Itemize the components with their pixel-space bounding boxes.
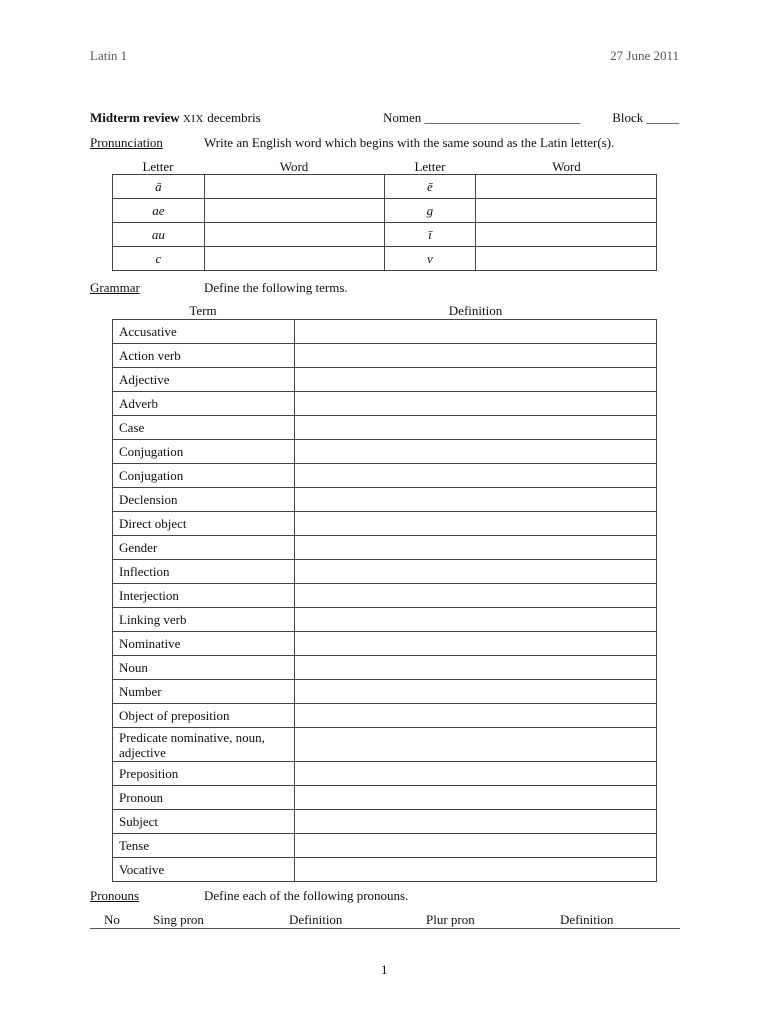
letter-cell: ā xyxy=(113,175,205,199)
letter-cell: ae xyxy=(113,199,205,223)
pronouns-col-definition-2: Definition xyxy=(560,912,614,927)
pronouns-header-rule xyxy=(90,928,680,929)
grammar-term: Direct object xyxy=(113,512,295,536)
definition-answer-cell[interactable] xyxy=(294,680,656,704)
block-field[interactable]: Block _____ xyxy=(612,110,679,125)
title-bold: Midterm review xyxy=(90,110,180,125)
letter-cell: g xyxy=(384,199,476,223)
grammar-row xyxy=(113,656,657,680)
pronouns-col-sing: Sing pron xyxy=(153,912,204,927)
grammar-term: Tense xyxy=(113,834,295,858)
pronouns-col-plur: Plur pron xyxy=(426,912,475,927)
grammar-row xyxy=(113,834,657,858)
definition-answer-cell[interactable] xyxy=(294,704,656,728)
grammar-row xyxy=(113,536,657,560)
word-answer-cell[interactable] xyxy=(476,199,657,223)
grammar-row xyxy=(113,762,657,786)
definition-answer-cell[interactable] xyxy=(294,858,656,882)
grammar-row xyxy=(113,680,657,704)
pronunciation-instruction: Write an English word which begins with the same sound as the Latin letter(s). xyxy=(204,135,615,150)
grammar-row xyxy=(113,344,657,368)
pronunciation-table xyxy=(112,174,657,271)
definition-answer-cell[interactable] xyxy=(294,584,656,608)
nomen-field[interactable]: Nomen ________________________ xyxy=(383,110,581,125)
grammar-row xyxy=(113,584,657,608)
grammar-term: Gender xyxy=(113,536,295,560)
word-answer-cell[interactable] xyxy=(204,247,384,271)
definition-answer-cell[interactable] xyxy=(294,344,656,368)
pronouns-col-definition-1: Definition xyxy=(289,912,343,927)
grammar-row xyxy=(113,416,657,440)
grammar-row xyxy=(113,464,657,488)
grammar-row xyxy=(113,632,657,656)
pron-row xyxy=(113,247,657,271)
word-answer-cell[interactable] xyxy=(204,175,384,199)
word-answer-cell[interactable] xyxy=(476,223,657,247)
grammar-row xyxy=(113,440,657,464)
grammar-col-definition: Definition xyxy=(448,303,503,318)
grammar-term: Accusative xyxy=(113,320,295,344)
grammar-term: Adverb xyxy=(113,392,295,416)
letter-cell: au xyxy=(113,223,205,247)
grammar-row xyxy=(113,320,657,344)
definition-answer-cell[interactable] xyxy=(294,464,656,488)
grammar-term: Action verb xyxy=(113,344,295,368)
grammar-term: Nominative xyxy=(113,632,295,656)
grammar-term: Subject xyxy=(113,810,295,834)
grammar-term: Object of preposition xyxy=(113,704,295,728)
definition-answer-cell[interactable] xyxy=(294,560,656,584)
pronouns-instruction: Define each of the following pronouns. xyxy=(204,888,409,903)
grammar-row xyxy=(113,704,657,728)
definition-answer-cell[interactable] xyxy=(294,608,656,632)
grammar-col-term: Term xyxy=(189,303,217,318)
grammar-instruction: Define the following terms. xyxy=(204,280,348,295)
grammar-row xyxy=(113,488,657,512)
grammar-term: Preposition xyxy=(113,762,295,786)
pron-row xyxy=(113,199,657,223)
letter-cell: c xyxy=(113,247,205,271)
definition-answer-cell[interactable] xyxy=(294,728,656,762)
pron-col-letter-2: Letter xyxy=(414,159,446,174)
definition-answer-cell[interactable] xyxy=(294,368,656,392)
definition-answer-cell[interactable] xyxy=(294,810,656,834)
grammar-term: Case xyxy=(113,416,295,440)
pronouns-heading: Pronouns xyxy=(90,888,140,903)
grammar-term: Number xyxy=(113,680,295,704)
grammar-row xyxy=(113,512,657,536)
definition-answer-cell[interactable] xyxy=(294,786,656,810)
grammar-table-body xyxy=(113,320,657,882)
grammar-table xyxy=(112,319,657,882)
grammar-term: Conjugation xyxy=(113,464,295,488)
pron-row xyxy=(113,223,657,247)
pron-col-letter-1: Letter xyxy=(142,159,174,174)
word-answer-cell[interactable] xyxy=(204,223,384,247)
grammar-row xyxy=(113,728,657,762)
grammar-term: Linking verb xyxy=(113,608,295,632)
definition-answer-cell[interactable] xyxy=(294,512,656,536)
letter-cell: ē xyxy=(384,175,476,199)
grammar-row xyxy=(113,810,657,834)
definition-answer-cell[interactable] xyxy=(294,440,656,464)
page-number: 1 xyxy=(381,962,388,977)
title-rest: decembris xyxy=(207,110,261,125)
letter-cell: ī xyxy=(384,223,476,247)
definition-answer-cell[interactable] xyxy=(294,656,656,680)
pron-row xyxy=(113,175,657,199)
word-answer-cell[interactable] xyxy=(204,199,384,223)
grammar-row xyxy=(113,786,657,810)
definition-answer-cell[interactable] xyxy=(294,834,656,858)
word-answer-cell[interactable] xyxy=(476,247,657,271)
grammar-row xyxy=(113,392,657,416)
pronouns-col-no: No xyxy=(104,912,120,927)
grammar-term: Inflection xyxy=(113,560,295,584)
definition-answer-cell[interactable] xyxy=(294,416,656,440)
grammar-term: Predicate nominative, noun, adjective xyxy=(113,728,295,762)
definition-answer-cell[interactable] xyxy=(294,488,656,512)
grammar-term: Noun xyxy=(113,656,295,680)
grammar-term: Vocative xyxy=(113,858,295,882)
title-numeral: XIX xyxy=(182,113,204,125)
definition-answer-cell[interactable] xyxy=(294,392,656,416)
definition-answer-cell[interactable] xyxy=(294,320,656,344)
definition-answer-cell[interactable] xyxy=(294,632,656,656)
word-answer-cell[interactable] xyxy=(476,175,657,199)
page-title xyxy=(90,110,261,126)
letter-cell: v xyxy=(384,247,476,271)
grammar-term: Interjection xyxy=(113,584,295,608)
header-course: Latin 1 xyxy=(90,48,128,63)
grammar-term: Pronoun xyxy=(113,786,295,810)
grammar-heading: Grammar xyxy=(90,280,140,295)
pronunciation-heading: Pronunciation xyxy=(90,135,163,150)
grammar-term: Conjugation xyxy=(113,440,295,464)
pron-col-word-1: Word xyxy=(279,159,309,174)
grammar-row xyxy=(113,560,657,584)
grammar-row xyxy=(113,858,657,882)
pron-col-word-2: Word xyxy=(552,159,581,174)
definition-answer-cell[interactable] xyxy=(294,762,656,786)
grammar-term: Declension xyxy=(113,488,295,512)
definition-answer-cell[interactable] xyxy=(294,536,656,560)
grammar-row xyxy=(113,608,657,632)
grammar-term: Adjective xyxy=(113,368,295,392)
header-date: 27 June 2011 xyxy=(610,48,679,63)
grammar-row xyxy=(113,368,657,392)
